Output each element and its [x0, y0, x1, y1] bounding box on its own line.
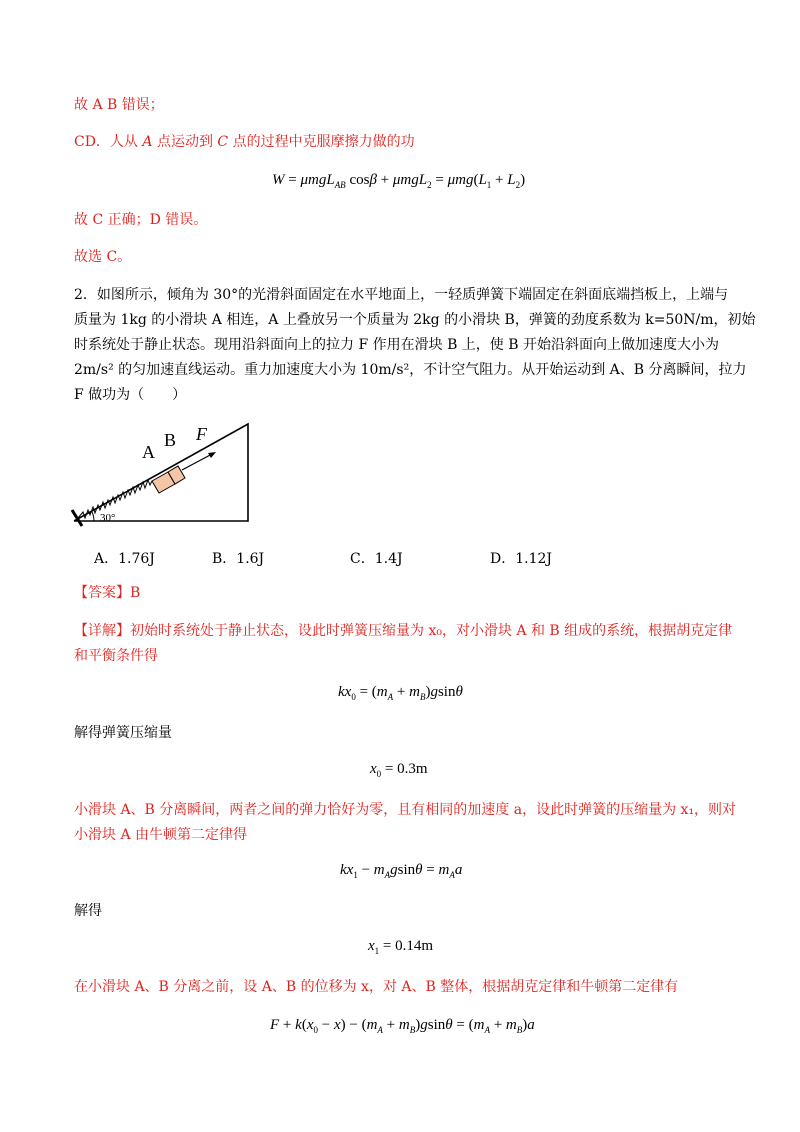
label-a: A [142, 442, 155, 462]
option-a[interactable]: A．1.76J [94, 551, 155, 567]
equation-x1: $x_1 = 0.14m$ [368, 938, 434, 956]
question-line: 2m/s² 的匀加速直线运动。重力加速度大小为 10m/s²，不计空气阻力。从开始运动到 A、B 分离瞬间，拉力 [74, 362, 747, 378]
equation-newton-a: $kx_1 - m_Agsin\theta = m_Aa$ [340, 862, 463, 880]
option-d[interactable]: D．1.12J [490, 551, 553, 567]
detail-line: 小滑块 A 由牛顿第二定律得 [74, 827, 248, 843]
detail-line: 解得 [74, 903, 102, 919]
text-line: 故选 C。 [74, 249, 132, 265]
equation-work: W = μmgL$_{AB}$ $\cos\beta + \mu mgL_2 = \mu mg(L_1 + L_2)$ [272, 172, 526, 190]
detail-line: 和平衡条件得 [74, 648, 158, 664]
answer: 【答案】B [74, 585, 141, 601]
equation-x0: $x_0 = 0.3m$ [370, 761, 428, 779]
angle-arc [92, 512, 94, 521]
text-line: 故 A B 错误； [74, 97, 164, 113]
question-line: 质量为 1kg 的小滑块 A 相连，A 上叠放另一个质量为 2kg 的小滑块 B，弹簧的劲度系数为 k=50N/m，初始 [74, 312, 756, 328]
incline-figure [70, 418, 270, 533]
force-arrow [182, 454, 212, 470]
label-b: B [164, 430, 177, 450]
detail-line: 小滑块 A、B 分离瞬间，两者之间的弹力恰好为零，且有相同的加速度 a，设此时弹簧的压缩量为 x₁，则对 [74, 802, 737, 818]
option-b[interactable]: B．1.6J [212, 551, 265, 567]
incline-triangle [74, 424, 248, 521]
text-line: CD．人从 A 点运动到 C 点的过程中克服摩擦力做的功 [74, 134, 415, 150]
question-line: F 做功为（ ） [74, 387, 187, 403]
question-line: 2．如图所示，倾角为 30°的光滑斜面固定在水平地面上，一轻质弹簧下端固定在斜面底端挡板上，上端与 [74, 287, 729, 303]
question-line: 时系统处于静止状态。现用沿斜面向上的拉力 F 作用在滑块 B 上，使 B 开始沿斜面向上做加速度大小为 [74, 337, 719, 353]
detail-line: 在小滑块 A、B 分离之前，设 A、B 的位移为 x，对 A、B 整体，根据胡克定律和牛顿第二定律有 [74, 979, 679, 995]
detail-line: 【详解】初始时系统处于静止状态，设此时弹簧压缩量为 x₀，对小滑块 A 和 B 组成的系统，根据胡克定律 [74, 623, 733, 639]
angle-label: 30° [100, 512, 116, 524]
option-c[interactable]: C．1.4J [350, 551, 403, 567]
label-f: F [196, 424, 207, 444]
equation-equilibrium: $kx_0 = (m_A + m_B)gsin\theta$ [338, 684, 463, 702]
equation-system: $F + k(x_0 - x) - (m_A + m_B)gsin\theta = (m_A + m_B)a$ [270, 1017, 535, 1035]
detail-line: 解得弹簧压缩量 [74, 725, 172, 741]
text-line: 故 C 正确；D 错误。 [74, 212, 208, 228]
